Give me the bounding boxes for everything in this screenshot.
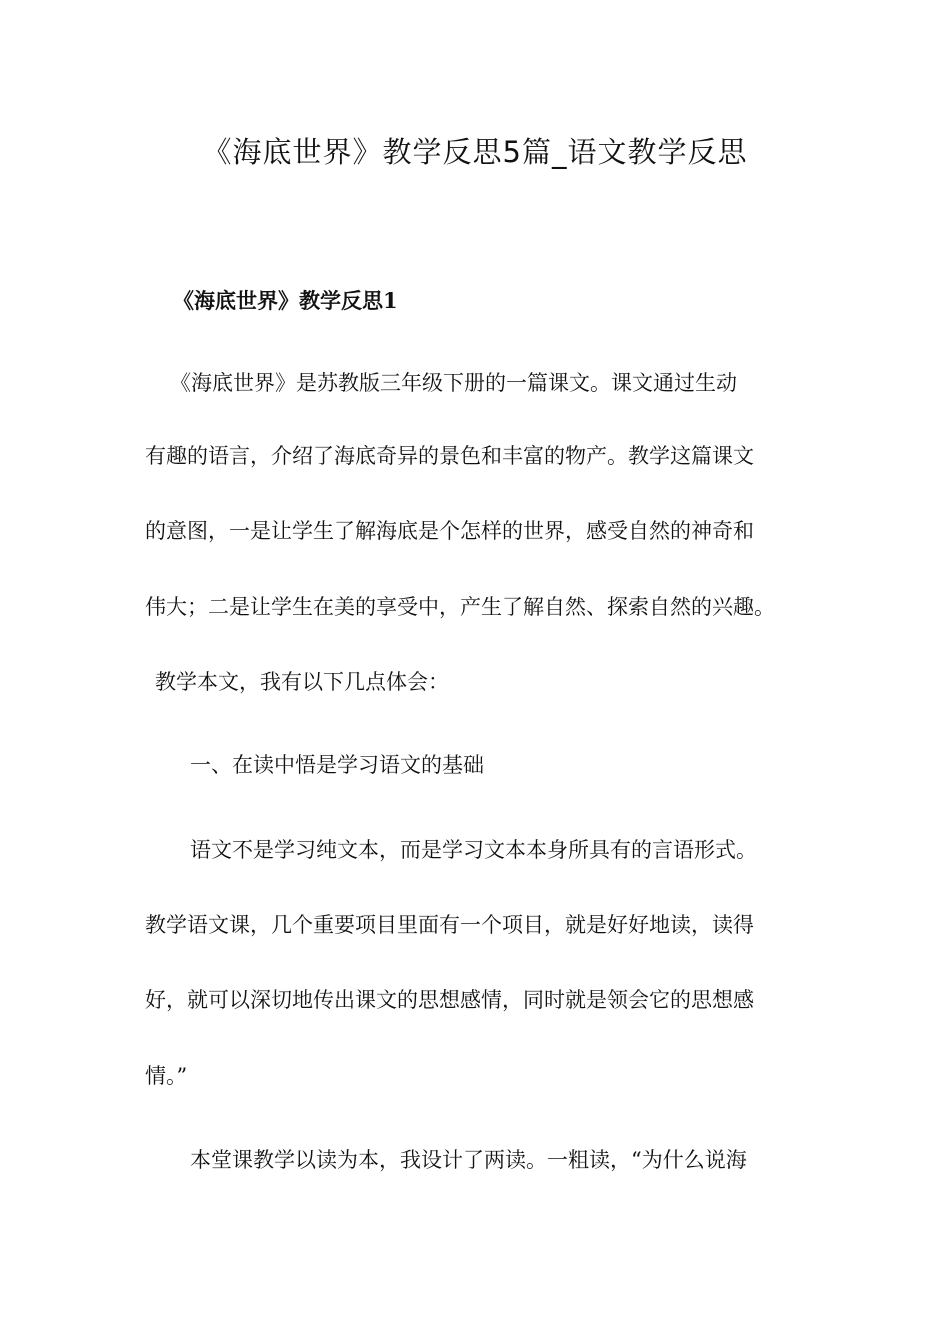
document-title: 《海底世界》教学反思5篇_语文教学反思	[202, 135, 748, 169]
paragraph-line-11: 本堂课教学以读为本，我设计了两读。一粗读，“为什么说海	[190, 1148, 747, 1172]
paragraph-line-10: 情。”	[145, 1064, 188, 1088]
paragraph-line-2: 有趣的语言，介绍了海底奇异的景色和丰富的物产。教学这篇课文	[145, 444, 754, 468]
paragraph-line-8: 教学语文课，几个重要项目里面有一个项目，就是好好地读，读得	[145, 913, 754, 937]
paragraph-line-9: 好，就可以深切地传出课文的思想感情，同时就是领会它的思想感	[145, 988, 754, 1012]
paragraph-line-5: 教学本文，我有以下几点体会：	[155, 670, 449, 694]
paragraph-line-7: 语文不是学习纯文本，而是学习文本本身所具有的言语形式。	[190, 838, 757, 862]
subheading-line: 一、在读中悟是学习语文的基础	[190, 753, 484, 777]
section-heading: 《海底世界》教学反思1	[173, 288, 398, 313]
paragraph-line-1: 《海底世界》是苏教版三年级下册的一篇课文。课文通过生动	[170, 371, 737, 395]
paragraph-line-3: 的意图，一是让学生了解海底是个怎样的世界，感受自然的神奇和	[145, 519, 754, 543]
paragraph-line-4: 伟大；二是让学生在美的享受中，产生了解自然、探索自然的兴趣。	[145, 595, 775, 619]
